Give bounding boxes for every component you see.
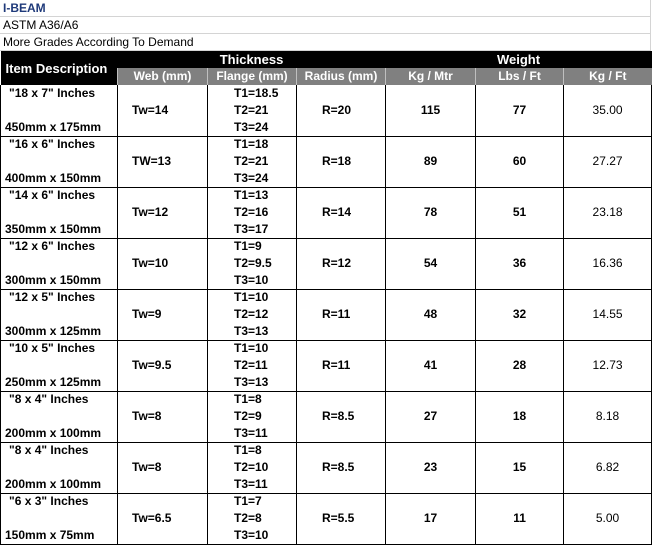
- lbsft-cell-blank: [476, 391, 564, 408]
- kgft-cell-blank: [564, 238, 652, 255]
- kgmtr-cell-blank: [386, 85, 476, 102]
- flange-t3: T3=24: [208, 170, 297, 187]
- web-cell-blank: [118, 527, 208, 544]
- lbs-per-ft: 60: [476, 153, 564, 170]
- kgft-cell-blank: [564, 425, 652, 442]
- kgft-cell-blank: [564, 85, 652, 102]
- lbsft-cell-blank: [476, 238, 564, 255]
- lbs-per-ft: 36: [476, 255, 564, 272]
- web-thickness: Tw=8: [118, 408, 208, 425]
- kgft-cell-blank: [564, 391, 652, 408]
- size-mm: 400mm x 150mm: [1, 170, 118, 187]
- lbsft-cell-blank: [476, 425, 564, 442]
- radius-value: R=12: [297, 255, 386, 272]
- lbs-per-ft: 51: [476, 204, 564, 221]
- size-mm: 200mm x 100mm: [1, 476, 118, 493]
- web-cell-blank: [118, 374, 208, 391]
- flange-t2: T2=11: [208, 357, 297, 374]
- beam-row-line3: [1, 119, 652, 136]
- flange-t3: T3=10: [208, 527, 297, 544]
- web-cell-blank: [118, 85, 208, 102]
- web-cell-blank: [118, 425, 208, 442]
- flange-t1: T1=7: [208, 493, 297, 510]
- lbsft-cell-blank: [476, 374, 564, 391]
- web-cell-blank: [118, 136, 208, 153]
- lbsft-cell-blank: [476, 476, 564, 493]
- desc-cell-blank: [1, 408, 118, 425]
- kg-per-ft: 8.18: [564, 408, 652, 425]
- size-inches: "8 x 4" Inches: [1, 442, 118, 459]
- radius-cell-blank: [297, 85, 386, 102]
- desc-cell-blank: [1, 306, 118, 323]
- beam-row-line3: [1, 425, 652, 442]
- kgmtr-cell-blank: [386, 187, 476, 204]
- desc-cell-blank: [1, 459, 118, 476]
- radius-cell-blank: [297, 170, 386, 187]
- web-cell-blank: [118, 442, 208, 459]
- kgmtr-cell-blank: [386, 476, 476, 493]
- lbsft-cell-blank: [476, 187, 564, 204]
- beam-row-line1: [1, 85, 652, 102]
- lbsft-cell-blank: [476, 85, 564, 102]
- flange-t2: T2=10: [208, 459, 297, 476]
- kgft-cell-blank: [564, 170, 652, 187]
- desc-cell-blank: [1, 102, 118, 119]
- flange-t2: T2=12: [208, 306, 297, 323]
- kgmtr-cell-blank: [386, 323, 476, 340]
- kg-per-mtr: 27: [386, 408, 476, 425]
- beam-row-line1: [1, 493, 652, 510]
- kgmtr-cell-blank: [386, 238, 476, 255]
- flange-t1: T1=18.5: [208, 85, 297, 102]
- web-cell-blank: [118, 238, 208, 255]
- web-cell-blank: [118, 323, 208, 340]
- kg-per-ft: 14.55: [564, 306, 652, 323]
- web-cell-blank: [118, 119, 208, 136]
- flange-t1: T1=13: [208, 187, 297, 204]
- beam-row-line1: [1, 238, 652, 255]
- size-inches: "14 x 6" Inches: [1, 187, 118, 204]
- ibeam-table: [0, 51, 652, 545]
- lbsft-cell-blank: [476, 442, 564, 459]
- kgft-cell-blank: [564, 136, 652, 153]
- desc-cell-blank: [1, 204, 118, 221]
- kg-per-ft: 12.73: [564, 357, 652, 374]
- kgmtr-cell-blank: [386, 374, 476, 391]
- kgmtr-cell-blank: [386, 340, 476, 357]
- flange-t1: T1=8: [208, 442, 297, 459]
- radius-cell-blank: [297, 119, 386, 136]
- lbsft-cell-blank: [476, 289, 564, 306]
- header-lbs-ft: Lbs / Ft: [476, 68, 564, 85]
- radius-cell-blank: [297, 136, 386, 153]
- radius-cell-blank: [297, 476, 386, 493]
- web-cell-blank: [118, 187, 208, 204]
- kg-per-ft: 27.27: [564, 153, 652, 170]
- kg-per-mtr: 115: [386, 102, 476, 119]
- beam-row-line1: [1, 136, 652, 153]
- flange-t3: T3=17: [208, 221, 297, 238]
- web-thickness: Tw=14: [118, 102, 208, 119]
- kgft-cell-blank: [564, 323, 652, 340]
- radius-cell-blank: [297, 374, 386, 391]
- size-mm: 300mm x 150mm: [1, 272, 118, 289]
- flange-t1: T1=8: [208, 391, 297, 408]
- flange-t3: T3=11: [208, 476, 297, 493]
- kgft-cell-blank: [564, 340, 652, 357]
- flange-t2: T2=21: [208, 153, 297, 170]
- size-inches: "8 x 4" Inches: [1, 391, 118, 408]
- lbsft-cell-blank: [476, 493, 564, 510]
- size-mm: 200mm x 100mm: [1, 425, 118, 442]
- size-mm: 450mm x 175mm: [1, 119, 118, 136]
- radius-cell-blank: [297, 272, 386, 289]
- flange-t3: T3=13: [208, 323, 297, 340]
- kgmtr-cell-blank: [386, 136, 476, 153]
- size-inches: "18 x 7" Inches: [1, 85, 118, 102]
- beam-row-line2: [1, 408, 652, 425]
- web-thickness: Tw=10: [118, 255, 208, 272]
- beam-row-line2: [1, 510, 652, 527]
- header-kg-mtr: Kg / Mtr: [386, 68, 476, 85]
- lbsft-cell-blank: [476, 323, 564, 340]
- size-inches: "6 x 3" Inches: [1, 493, 118, 510]
- kgmtr-cell-blank: [386, 493, 476, 510]
- web-cell-blank: [118, 272, 208, 289]
- radius-cell-blank: [297, 425, 386, 442]
- standard-label: ASTM A36/A6: [0, 17, 651, 34]
- beam-row-line2: [1, 204, 652, 221]
- web-cell-blank: [118, 221, 208, 238]
- flange-t1: T1=18: [208, 136, 297, 153]
- kgft-cell-blank: [564, 272, 652, 289]
- lbsft-cell-blank: [476, 221, 564, 238]
- kg-per-ft: 6.82: [564, 459, 652, 476]
- header-radius: Radius (mm): [297, 68, 386, 85]
- flange-t2: T2=16: [208, 204, 297, 221]
- header-flange: Flange (mm): [208, 68, 297, 85]
- web-thickness: Tw=9: [118, 306, 208, 323]
- lbsft-cell-blank: [476, 340, 564, 357]
- beam-row-line2: [1, 357, 652, 374]
- beam-row-line3: [1, 170, 652, 187]
- size-inches: "12 x 5" Inches: [1, 289, 118, 306]
- web-thickness: TW=13: [118, 153, 208, 170]
- sheet-title: I-BEAM: [0, 0, 651, 17]
- beam-row-line1: [1, 442, 652, 459]
- web-thickness: Tw=6.5: [118, 510, 208, 527]
- size-inches: "10 x 5" Inches: [1, 340, 118, 357]
- flange-t1: T1=10: [208, 289, 297, 306]
- flange-t2: T2=9.5: [208, 255, 297, 272]
- kgmtr-cell-blank: [386, 289, 476, 306]
- kgft-cell-blank: [564, 187, 652, 204]
- header-thickness: Thickness: [118, 51, 386, 68]
- radius-cell-blank: [297, 340, 386, 357]
- flange-t3: T3=10: [208, 272, 297, 289]
- header-web: Web (mm): [118, 68, 208, 85]
- kgmtr-cell-blank: [386, 221, 476, 238]
- beam-rows: [1, 85, 652, 544]
- header-weight: Weight: [386, 51, 652, 68]
- lbs-per-ft: 15: [476, 459, 564, 476]
- beam-row-line2: [1, 255, 652, 272]
- kgmtr-cell-blank: [386, 170, 476, 187]
- lbs-per-ft: 28: [476, 357, 564, 374]
- web-cell-blank: [118, 289, 208, 306]
- flange-t1: T1=10: [208, 340, 297, 357]
- kgft-cell-blank: [564, 289, 652, 306]
- web-thickness: Tw=12: [118, 204, 208, 221]
- size-mm: 250mm x 125mm: [1, 374, 118, 391]
- beam-row-line2: [1, 459, 652, 476]
- kgmtr-cell-blank: [386, 425, 476, 442]
- radius-cell-blank: [297, 323, 386, 340]
- kgft-cell-blank: [564, 493, 652, 510]
- beam-row-line2: [1, 153, 652, 170]
- kg-per-mtr: 48: [386, 306, 476, 323]
- lbsft-cell-blank: [476, 170, 564, 187]
- beam-row-line3: [1, 323, 652, 340]
- lbsft-cell-blank: [476, 136, 564, 153]
- kg-per-ft: 23.18: [564, 204, 652, 221]
- web-thickness: Tw=8: [118, 459, 208, 476]
- size-mm: 150mm x 75mm: [1, 527, 118, 544]
- radius-value: R=5.5: [297, 510, 386, 527]
- radius-cell-blank: [297, 442, 386, 459]
- radius-value: R=8.5: [297, 408, 386, 425]
- beam-row-line1: [1, 340, 652, 357]
- kgft-cell-blank: [564, 374, 652, 391]
- kg-per-mtr: 89: [386, 153, 476, 170]
- radius-cell-blank: [297, 238, 386, 255]
- radius-cell-blank: [297, 391, 386, 408]
- kg-per-mtr: 17: [386, 510, 476, 527]
- flange-t2: T2=9: [208, 408, 297, 425]
- beam-row-line1: [1, 289, 652, 306]
- kgmtr-cell-blank: [386, 119, 476, 136]
- kg-per-ft: 35.00: [564, 102, 652, 119]
- flange-t1: T1=9: [208, 238, 297, 255]
- grades-note: More Grades According To Demand: [0, 34, 651, 51]
- kg-per-mtr: 54: [386, 255, 476, 272]
- beam-row-line3: [1, 272, 652, 289]
- header-item-description: Item Description: [1, 51, 118, 85]
- desc-cell-blank: [1, 153, 118, 170]
- radius-cell-blank: [297, 493, 386, 510]
- kgmtr-cell-blank: [386, 442, 476, 459]
- lbsft-cell-blank: [476, 527, 564, 544]
- web-cell-blank: [118, 340, 208, 357]
- flange-t2: T2=8: [208, 510, 297, 527]
- lbs-per-ft: 32: [476, 306, 564, 323]
- radius-cell-blank: [297, 221, 386, 238]
- beam-row-line2: [1, 306, 652, 323]
- kg-per-mtr: 23: [386, 459, 476, 476]
- desc-cell-blank: [1, 510, 118, 527]
- flange-t3: T3=11: [208, 425, 297, 442]
- kg-per-mtr: 41: [386, 357, 476, 374]
- kg-per-ft: 16.36: [564, 255, 652, 272]
- size-inches: "16 x 6" Inches: [1, 136, 118, 153]
- beam-row-line3: [1, 374, 652, 391]
- beam-row-line1: [1, 391, 652, 408]
- size-mm: 300mm x 125mm: [1, 323, 118, 340]
- flange-t3: T3=13: [208, 374, 297, 391]
- beam-row-line3: [1, 476, 652, 493]
- radius-cell-blank: [297, 527, 386, 544]
- kgmtr-cell-blank: [386, 272, 476, 289]
- size-inches: "12 x 6" Inches: [1, 238, 118, 255]
- kg-per-ft: 5.00: [564, 510, 652, 527]
- radius-value: R=11: [297, 306, 386, 323]
- kgft-cell-blank: [564, 119, 652, 136]
- beam-row-line1: [1, 187, 652, 204]
- header-kg-ft: Kg / Ft: [564, 68, 652, 85]
- lbsft-cell-blank: [476, 119, 564, 136]
- beam-row-line2: [1, 102, 652, 119]
- flange-t3: T3=24: [208, 119, 297, 136]
- kgmtr-cell-blank: [386, 391, 476, 408]
- kgft-cell-blank: [564, 221, 652, 238]
- radius-value: R=20: [297, 102, 386, 119]
- kgmtr-cell-blank: [386, 527, 476, 544]
- lbs-per-ft: 18: [476, 408, 564, 425]
- web-cell-blank: [118, 391, 208, 408]
- radius-value: R=11: [297, 357, 386, 374]
- lbs-per-ft: 77: [476, 102, 564, 119]
- kgft-cell-blank: [564, 527, 652, 544]
- size-mm: 350mm x 150mm: [1, 221, 118, 238]
- web-cell-blank: [118, 476, 208, 493]
- web-cell-blank: [118, 170, 208, 187]
- kgft-cell-blank: [564, 442, 652, 459]
- desc-cell-blank: [1, 255, 118, 272]
- kgft-cell-blank: [564, 476, 652, 493]
- flange-t2: T2=21: [208, 102, 297, 119]
- radius-cell-blank: [297, 289, 386, 306]
- lbs-per-ft: 11: [476, 510, 564, 527]
- radius-cell-blank: [297, 187, 386, 204]
- desc-cell-blank: [1, 357, 118, 374]
- beam-row-line3: [1, 527, 652, 544]
- kg-per-mtr: 78: [386, 204, 476, 221]
- lbsft-cell-blank: [476, 272, 564, 289]
- radius-value: R=14: [297, 204, 386, 221]
- beam-row-line3: [1, 221, 652, 238]
- radius-value: R=8.5: [297, 459, 386, 476]
- web-thickness: Tw=9.5: [118, 357, 208, 374]
- radius-value: R=18: [297, 153, 386, 170]
- web-cell-blank: [118, 493, 208, 510]
